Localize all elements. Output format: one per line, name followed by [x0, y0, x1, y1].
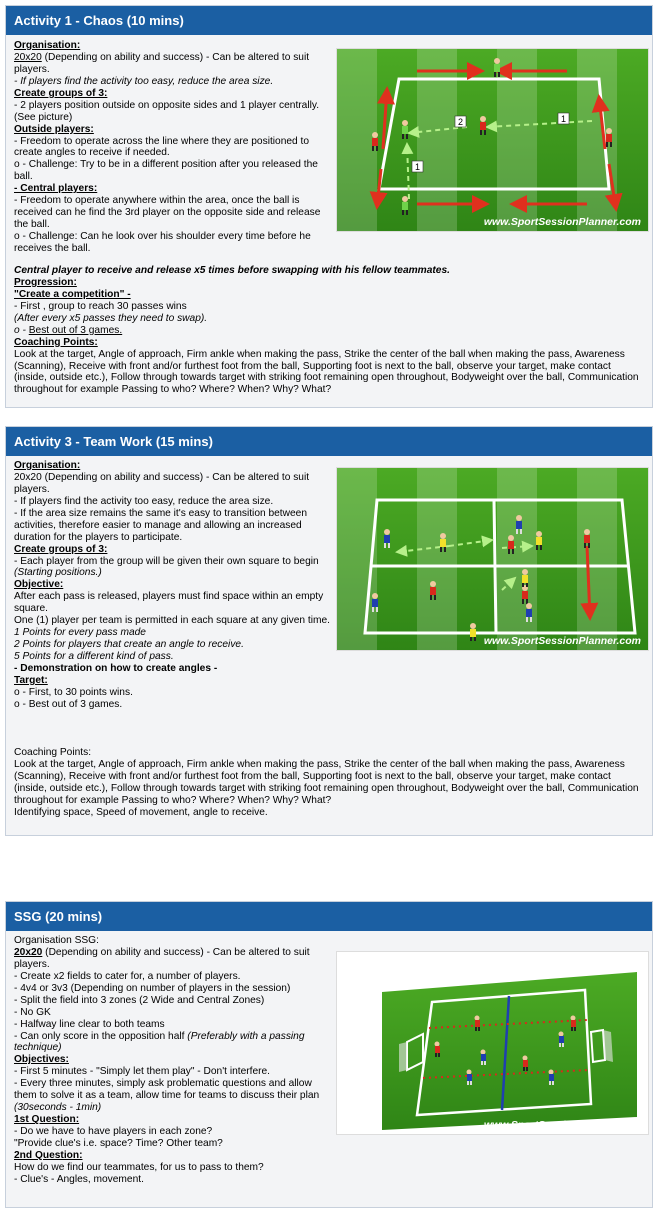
pass-label: 2 — [457, 117, 464, 127]
activity-1-text-full — [14, 265, 646, 396]
watermark: www.SportSessionPlanner.com — [483, 216, 641, 228]
outside-heading: Outside players: — [14, 123, 94, 135]
activity-1-title: Activity 1 - Chaos (10 mins) — [6, 6, 652, 35]
pass-label: 1 — [414, 162, 421, 172]
points-1: 1 Points for every pass made — [14, 627, 146, 639]
coaching-heading: Coaching Points: — [14, 747, 92, 758]
coaching-heading: Coaching Points: — [14, 336, 98, 348]
ssg-rule-2: - 4v4 or 3v3 (Depending on number of players in the session) — [14, 982, 291, 994]
ssg-text — [14, 935, 334, 1186]
activity-3-title: Activity 3 - Team Work (15 mins) — [6, 427, 652, 456]
ssg-title: SSG (20 mins) — [6, 902, 652, 931]
easy-note: - If players find the activity too easy, reduce the area size. — [14, 75, 274, 87]
activity-3-text-full — [14, 747, 646, 819]
objective-text: After each pass is released, players must find space within an empty square. — [14, 591, 324, 615]
points-2: 2 Points for players that create an angle to receive. — [14, 639, 244, 651]
central-text: - Freedom to operate anywhere within the area, once the ball is received can he find the 3rd player on the opposite side and release the ball. — [14, 195, 321, 231]
coaching-text: Look at the target, Angle of approach, Firm ankle when making the pass, Strike the center of the ball when making the pass, Awareness (Scanning), Receive with front and/or furthest foot from the ball, Supporting foot is next to the ball, observe your target, make contact (inside, outside etc.), Follow through towards target with striking foot remaining open throughout, Bodyweight over the ball, Communication throughout for example Passing to who? Where? When? Why? What? — [14, 758, 639, 806]
groups-heading: Create groups of 3: — [14, 87, 108, 99]
central-challenge: o - Challenge: Can he look over his shoulder every time before he receives the ball. — [14, 231, 311, 254]
organisation-heading: Organisation SSG: — [14, 935, 99, 946]
best-prefix: o - — [14, 324, 29, 336]
watermark: www.SportSessionPlanner.com — [483, 635, 641, 647]
easy-note: - If players find the activity too easy, reduce the area size. — [14, 495, 274, 507]
organisation-heading: Organisation: — [14, 40, 81, 51]
objective-2-italic: (30seconds - 1min) — [14, 1102, 102, 1114]
central-heading: - Central players: — [14, 183, 98, 195]
area-size: 20x20 — [14, 51, 42, 63]
area-size: 20x20 (Depending on ability and success) - Can be altered to suit players. — [14, 471, 310, 495]
ssg-rule-3: - Split the field into 3 zones (2 Wide and Central Zones) — [14, 994, 265, 1006]
identifying-text: Identifying space, Speed of movement, angle to receive. — [14, 806, 268, 818]
activity-3-diagram — [336, 467, 649, 651]
competition-heading: "Create a competition" - — [14, 288, 131, 300]
ssg-rule-1: - Create x2 fields to cater for, a number of players. — [14, 970, 241, 982]
question-2-hint: - Clue's - Angles, movement. — [14, 1173, 144, 1185]
watermark: www.SportSessionPlanner.com — [483, 1119, 641, 1131]
progression-heading: Progression: — [14, 276, 77, 288]
organisation-heading: Organisation: — [14, 460, 81, 471]
ssg-rule-5: - Halfway line clear to both teams — [14, 1018, 165, 1030]
objective-heading: Objective: — [14, 579, 64, 591]
area-size-note: (Depending on ability and success) - Can be altered to suit players. — [14, 51, 310, 75]
one-player-rule: One (1) player per team is permitted in each square at any given time. — [14, 615, 330, 627]
outside-challenge: o - Challenge: Try to be in a different position after you released the ball. — [14, 159, 318, 183]
coaching-text: Look at the target, Angle of approach, Firm ankle when making the pass, Strike the center of the ball when making the pass, Awareness (Scanning), Receive with front and/or furthest foot from the ball, Supporting foot is next to the ball, observe your target, make contact (inside, outside etc.), Follow through towards target with striking foot remaining open throughout, Bodyweight over the ball, Communication throughout for example Passing to who? Where? When? Why? What? — [14, 348, 639, 396]
same-size-note: - If the area size remains the same it's easy to transition between activities, therefore easier to manage and allowing an increased duration for the players to participate. — [14, 507, 307, 543]
question-1-hint: "Provide clue's i.e. space? Time? Other team? — [14, 1137, 223, 1149]
area-size-note: (Depending on ability and success) - Can be altered to suit players. — [14, 946, 310, 970]
area-size: 20x20 — [14, 946, 43, 958]
ssg-rule-6-italic: (Preferably with a passing technique) — [14, 1030, 305, 1054]
objective-2: - Every three minutes, simply ask problematic questions and allow them to solve it as a team, allow time for teams to discuss their plan — [14, 1078, 320, 1102]
activity-3-section — [5, 426, 653, 836]
activity-3-text — [14, 460, 332, 711]
pass-label: 1 — [560, 114, 567, 124]
question-1-heading: 1st Question: — [14, 1114, 80, 1126]
question-2-heading: 2nd Question: — [14, 1149, 83, 1161]
demo-heading: - Demonstration on how to create angles - — [14, 662, 218, 674]
central-note: Central player to receive and release x5 times before swapping with his fellow teammates. — [14, 265, 450, 276]
activity-1-diagram — [336, 48, 649, 232]
first-rule: - First , group to reach 30 passes wins — [14, 300, 187, 312]
ssg-rule-6: - Can only score in the opposition half — [14, 1030, 188, 1042]
groups-text: - 2 players position outside on opposite sides and 1 player centrally. (See picture) — [14, 99, 320, 123]
outside-text: - Freedom to operate across the line where they are positioned to create angles to receive if needed. — [14, 135, 310, 159]
ssg-rule-4: - No GK — [14, 1006, 51, 1018]
groups-italic: (Starting positions.) — [14, 567, 102, 579]
best-rule: Best out of 3 games. — [28, 324, 123, 336]
groups-heading: Create groups of 3: — [14, 543, 108, 555]
groups-text: - Each player from the group will be given their own square to begin — [14, 555, 319, 567]
target-1: o - First, to 30 points wins. — [14, 686, 133, 698]
points-5: 5 Points for a different kind of pass. — [14, 651, 174, 662]
target-2: o - Best out of 3 games. — [14, 698, 123, 710]
activity-1-text — [14, 40, 332, 255]
objectives-heading: Objectives: — [14, 1054, 69, 1066]
ssg-diagram — [336, 951, 649, 1135]
activity-1-section — [5, 5, 653, 408]
objective-1: - First 5 minutes - "Simply let them play" - Don't interfere. — [14, 1066, 271, 1078]
ssg-section — [5, 901, 653, 1208]
target-heading: Target: — [14, 674, 48, 686]
after-rule: (After every x5 passes they need to swap). — [14, 312, 208, 324]
question-2-text: How do we find our teammates, for us to pass to them? — [14, 1161, 264, 1173]
question-1-text: - Do we have to have players in each zone? — [14, 1126, 213, 1137]
